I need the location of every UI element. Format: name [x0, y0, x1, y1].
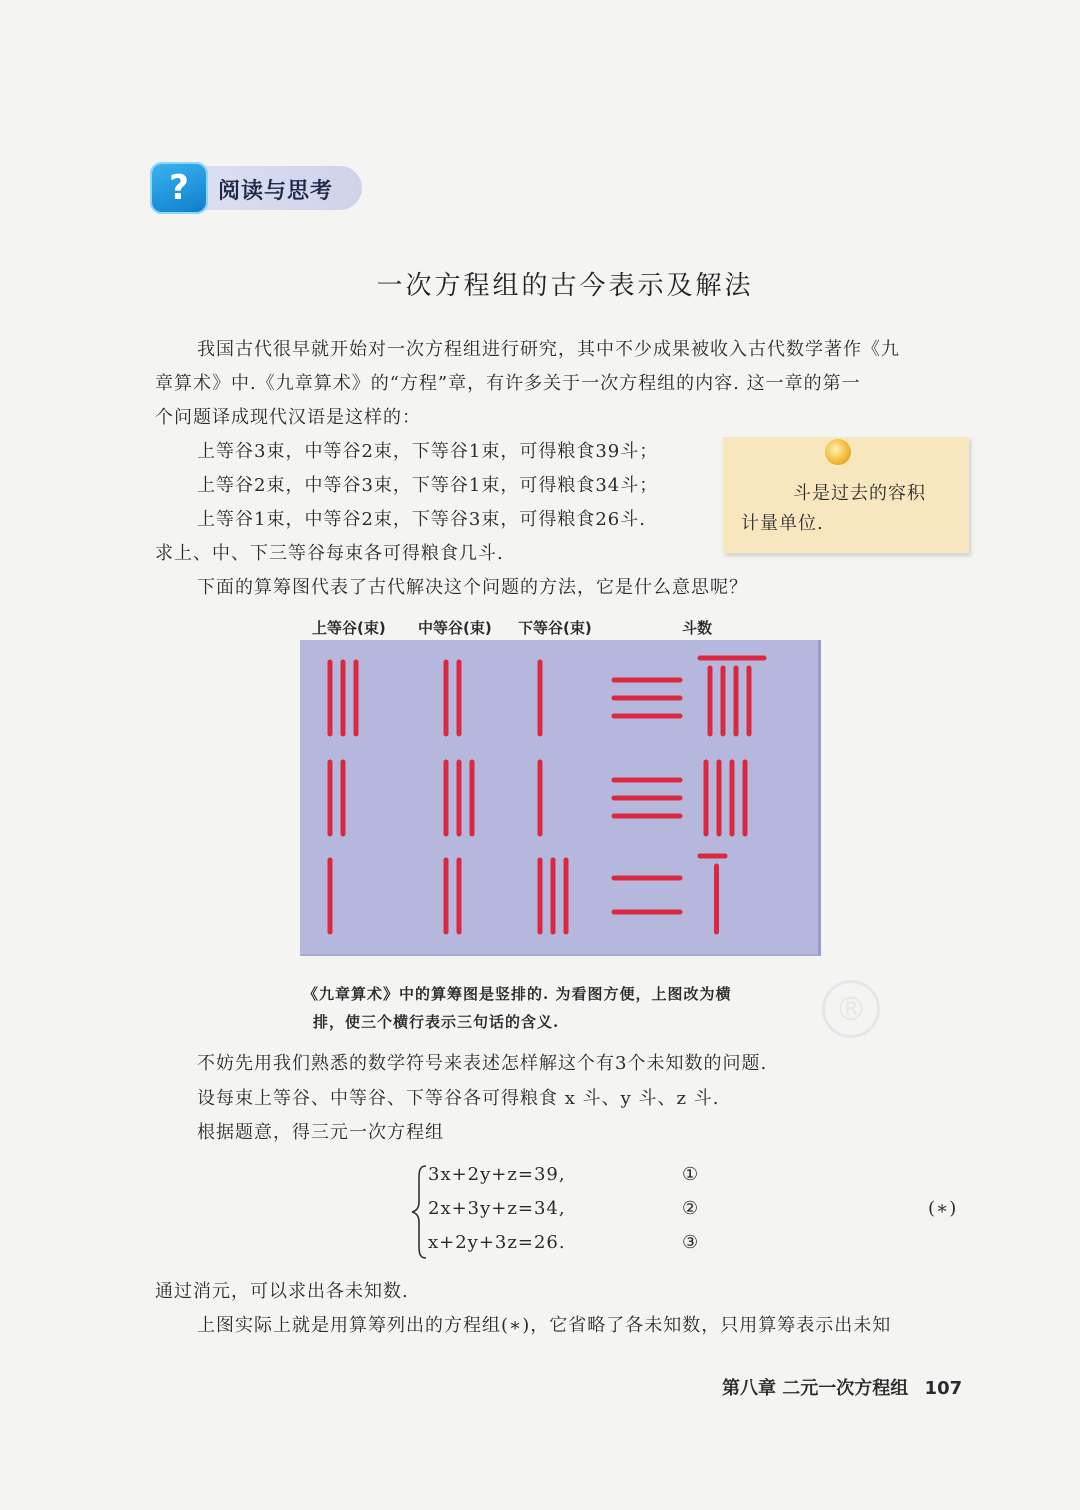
body-line-1: 不妨先用我们熟悉的数学符号来表述怎样解这个有3个未知数的问题. — [197, 1053, 768, 1074]
intro-line-3: 个问题译成现代汉语是这样的： — [155, 407, 421, 428]
equation-number-3: ③ — [682, 1232, 700, 1253]
system-label: (∗) — [928, 1198, 958, 1219]
page-number: 107 — [924, 1378, 963, 1399]
equation-1: 3x+2y+z=39, — [428, 1164, 566, 1185]
registered-mark-icon: ® — [822, 980, 880, 1038]
intro-line-2: 章算术》中.《九章算术》的“方程”章，有许多关于一次方程组的内容. 这一章的第一 — [155, 373, 861, 394]
problem-line-3: 上等谷1束，中等谷2束，下等谷3束，可得粮食26斗. — [197, 509, 646, 530]
column-header-lower: 下等谷(束) — [518, 619, 592, 637]
figure-caption — [303, 980, 823, 1036]
page-title: 一次方程组的古今表示及解法 — [376, 271, 754, 301]
counting-rods-svg — [300, 640, 818, 954]
pushpin-icon — [825, 439, 851, 465]
system-brace — [410, 1164, 428, 1260]
equation-number-1: ① — [682, 1164, 700, 1185]
after-line-1: 通过消元，可以求出各未知数. — [155, 1281, 409, 1302]
note-line-1: 斗是过去的容积 — [793, 483, 926, 504]
problem-line-2: 上等谷2束，中等谷3束，下等谷1束，可得粮食34斗； — [197, 475, 659, 496]
intro-line-1: 我国古代很早就开始对一次方程组进行研究，其中不少成果被收入古代数学著作《九 — [197, 339, 900, 360]
side-note-text — [741, 479, 956, 539]
after-line-2: 上图实际上就是用算筹列出的方程组(∗)，它省略了各未知数，只用算筹表示出未知 — [197, 1315, 892, 1336]
body-line-3: 根据题意，得三元一次方程组 — [197, 1122, 444, 1143]
question-icon: ? — [150, 162, 208, 214]
equation-number-2: ② — [682, 1198, 700, 1219]
problem-line-4: 求上、中、下三等谷每束各可得粮食几斗. — [155, 543, 504, 564]
caption-line-1: 《九章算术》中的算筹图是竖排的. 为看图方便，上图改为横 — [303, 985, 732, 1003]
page-footer — [722, 1374, 962, 1400]
badge-label: 阅读与思考 — [218, 179, 334, 204]
column-header-upper: 上等谷(束) — [312, 619, 386, 637]
body-line-2: 设每束上等谷、中等谷、下等谷各可得粮食 x 斗、y 斗、z 斗. — [197, 1088, 720, 1109]
side-note — [723, 437, 969, 553]
section-badge — [150, 162, 362, 214]
footer-chapter: 第八章 二元一次方程组 — [722, 1378, 909, 1399]
column-header-dou: 斗数 — [682, 619, 713, 637]
column-header-middle: 中等谷(束) — [418, 619, 492, 637]
counting-rods-figure — [300, 640, 821, 956]
equation-2: 2x+3y+z=34, — [428, 1198, 566, 1219]
equation-3: x+2y+3z=26. — [428, 1232, 566, 1253]
problem-line-1: 上等谷3束，中等谷2束，下等谷1束，可得粮食39斗； — [197, 441, 659, 462]
caption-line-2: 排，使三个横行表示三句话的含义. — [313, 1013, 560, 1031]
note-line-2: 计量单位. — [741, 513, 824, 534]
question-line: 下面的算筹图代表了古代解决这个问题的方法，它是什么意思呢？ — [197, 577, 748, 598]
